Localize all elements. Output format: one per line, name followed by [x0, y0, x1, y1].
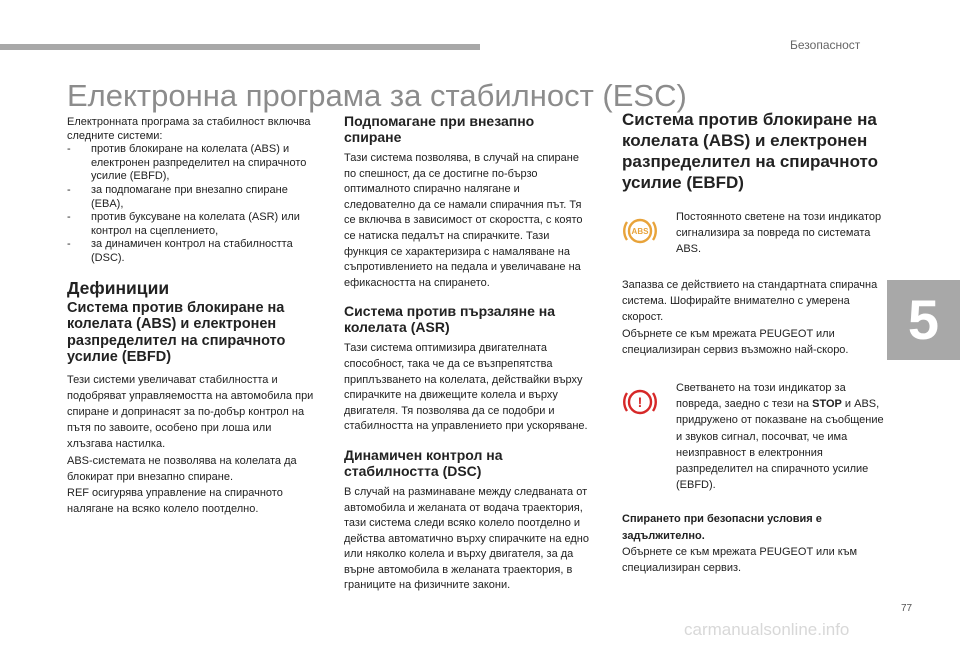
header-bar [0, 44, 480, 50]
dsc-heading: Динамичен контрол на стабилността (DSC) [344, 446, 503, 479]
abs-service-text: Обърнете се към мрежата PEUGEOT или специализиран сервиз възможно най-скоро. [622, 327, 849, 356]
svg-text:ABS: ABS [631, 227, 649, 236]
page-title: Електронна програма за стабилност (ESC) [67, 78, 687, 113]
column-left [67, 116, 315, 529]
abs-text-3: REF осигурява управление на спирачното налягане на всяко колело поотделно. [67, 486, 283, 516]
section-title: Безопасност [790, 38, 861, 52]
brake-warning-text: Светването на този индикатор за повреда, заедно с тези на STOP и ABS, придружено от показване на съобщение и звуков сигнал, посочват, че има неизправност в електронния разпределител на спирачното усилие (EBFD). [676, 382, 884, 492]
asr-text: Тази система оптимизира двигателната способност, така че да се възпрепятства приплъзването на колелата, действайки върху спирачките на движещите колела и върху двигателя. Тя позволява да се подобри и стабилността на управлението при ускоряване. [344, 342, 588, 433]
definitions-heading: Дефиниции [67, 277, 170, 298]
list-item: - против буксуване на колелата (ASR) или контрол на сцеплението, [67, 211, 300, 237]
intro-text: Електронната програма за стабилност включва следните системи: [67, 116, 311, 142]
list-item: - за подпомагане при внезапно спиране (EBA), [67, 183, 288, 210]
eba-heading: Подпомагане при внезапно спиране [344, 113, 535, 145]
watermark: carmanualsonline.info [684, 620, 850, 639]
list-item: - против блокиране на колелата (ABS) и електронен разпределител на спирачното усилие (EBFD), [67, 143, 307, 183]
asr-heading: Система против пързаляне на колелата (ASR) [344, 303, 556, 336]
abs-fallback-text: Запазва се действието на стандартната спирачна система. Шофирайте внимателно с умерена скорост. [622, 279, 878, 324]
abs-heading: Система против блокиране на колелата (ABS) и електронен разпределител на спирачното усилие (EBFD) [67, 299, 286, 366]
abs-warning-icon [622, 213, 658, 249]
abs-ebfd-heading: Система против блокиране на колелата (ABS) и електронен разпределител на спирачното усилие (EBFD) [622, 110, 879, 192]
list-item: - за динамичен контрол на стабилността (DSC). [67, 238, 293, 264]
svg-text:!: ! [637, 394, 643, 411]
dsc-text: В случай на разминаване между следваната от автомобила и желаната от водача траектория, тази система следи всяко колело поотделно и действа автоматично върху спирачките на едно или няколко колела и върху двигателя, за да върне автомобила в желаната траектория, в границите на физичните закони. [344, 485, 589, 592]
brake-warning-block [622, 380, 884, 493]
page-number: 77 [901, 603, 913, 614]
service-text: Обърнете се към мрежата PEUGEOT или към специализиран сервиз. [622, 545, 858, 575]
stop-safely-text: Спирането при безопасни условия е задължително. [622, 513, 822, 542]
abs-warning-text: Постоянното светене на този индикатор сигнализира за повреда по системата ABS. [676, 211, 882, 256]
column-right [622, 109, 884, 588]
abs-text-2: ABS-системата не позволява на колелата да блокират при внезапно спиране. [67, 454, 297, 483]
systems-list [67, 143, 315, 265]
brake-warning-icon [622, 384, 658, 420]
eba-text: Тази система позволява, в случай на спиране по спешност, да се достигне по-бързо оптималното спирачно налягане и следователно да се намали спирачния път. Тя се включва в зависимост от скоростта, с която се натиска педалът на спирачките. Тази функция се характеризира с намаляване на съпротивлението на педала и увеличаване на ефикасността на спирането. [344, 152, 583, 289]
chapter-tab: 5 [887, 280, 960, 360]
abs-text: Тези системи увеличават стабилността и подобряват управляемостта на автомобила при спиране и допринасят за по-добър контрол на пътя по завоите, особено при лоша или хлъзгава настилка. [67, 373, 314, 451]
column-middle [344, 113, 594, 606]
abs-warning-block [622, 209, 884, 267]
